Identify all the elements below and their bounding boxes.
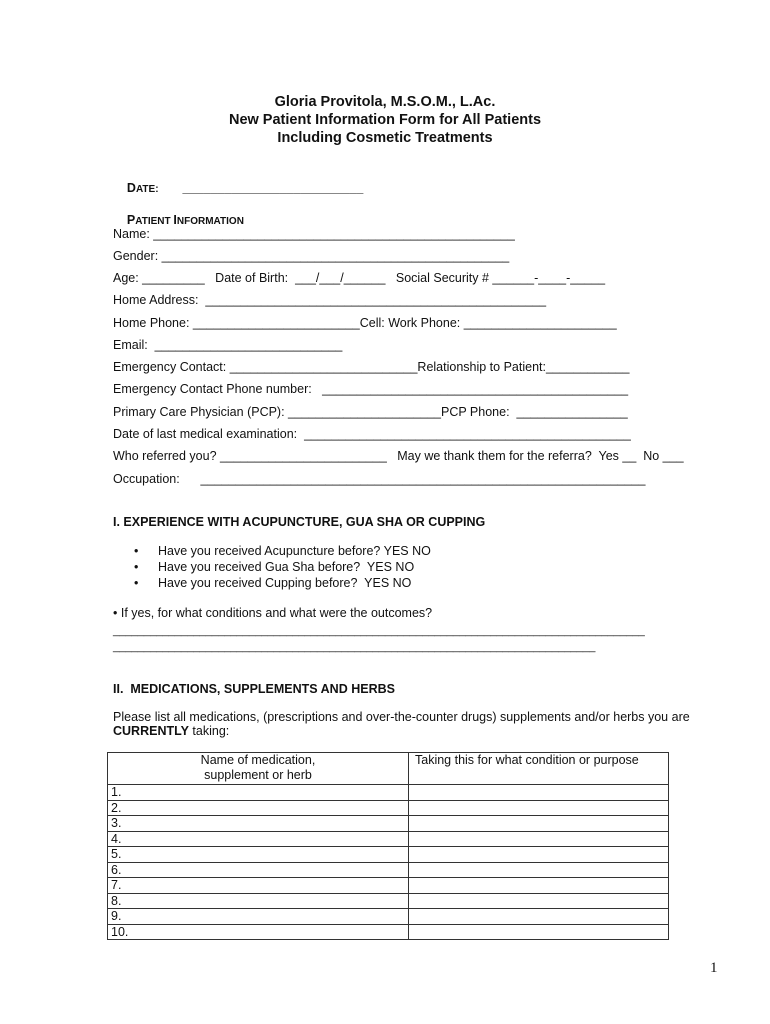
phone-field[interactable]: Home Phone: ________________________Cell: Work Phone: ______________________ <box>113 316 617 330</box>
referral-field[interactable]: Who referred you? ________________________ May we thank them for the referra? Yes __ No ___ <box>113 449 684 463</box>
purpose-cell[interactable] <box>409 831 669 847</box>
purpose-cell[interactable] <box>409 862 669 878</box>
list-item[interactable]: • Have you received Gua Sha before? YES NO <box>134 560 415 574</box>
email-field[interactable]: Email: ___________________________ <box>113 338 343 352</box>
table-row <box>108 831 669 847</box>
purpose-cell[interactable] <box>409 893 669 909</box>
table-row <box>108 785 669 801</box>
medication-cell[interactable]: 1. <box>108 785 409 801</box>
table-row <box>108 862 669 878</box>
table-row <box>108 847 669 863</box>
purpose-cell[interactable] <box>409 909 669 925</box>
table-row <box>108 893 669 909</box>
page-number: 1 <box>710 960 718 976</box>
pcp-field[interactable]: Primary Care Physician (PCP): ______________________PCP Phone: ________________ <box>113 405 628 419</box>
list-item[interactable]: • Have you received Acupuncture before? YES NO <box>134 544 431 558</box>
occupation-field[interactable]: Occupation: ________________________________________________________________ <box>113 472 646 486</box>
condition-purpose-header: Taking this for what condition or purpose <box>409 753 669 785</box>
outcomes-answer-line-1[interactable]: ______________________________________________________________________________________ <box>113 625 645 637</box>
date-blank[interactable]: __________________________ <box>182 181 364 195</box>
purpose-cell[interactable] <box>409 816 669 832</box>
medication-cell[interactable]: 5. <box>108 847 409 863</box>
medications-table <box>107 752 669 940</box>
date-label-initial: D <box>126 181 136 195</box>
bullet-icon: • <box>134 560 139 574</box>
medication-cell[interactable]: 3. <box>108 816 409 832</box>
emergency-phone-field[interactable]: Emergency Contact Phone number: ____________________________________________ <box>113 382 629 396</box>
list-item[interactable]: • Have you received Cupping before? YES NO <box>134 576 412 590</box>
table-row <box>108 800 669 816</box>
home-address-field[interactable]: Home Address: _________________________________________________ <box>113 293 547 307</box>
table-row <box>108 909 669 925</box>
medication-cell[interactable]: 9. <box>108 909 409 925</box>
medication-cell[interactable]: 4. <box>108 831 409 847</box>
emergency-contact-field[interactable]: Emergency Contact: ___________________________Relationship to Patient:____________ <box>113 360 630 374</box>
medication-cell[interactable]: 2. <box>108 800 409 816</box>
purpose-cell[interactable] <box>409 785 669 801</box>
purpose-cell[interactable] <box>409 878 669 894</box>
outcomes-answer-line-2[interactable]: ______________________________________________________________________________ <box>113 641 596 653</box>
name-field[interactable]: Name: ____________________________________________________ <box>113 227 515 241</box>
bullet-icon: • <box>134 544 139 558</box>
medication-cell[interactable]: 7. <box>108 878 409 894</box>
table-row <box>108 924 669 940</box>
experience-questions <box>113 543 431 591</box>
bullet-icon: • <box>134 576 139 590</box>
last-exam-field[interactable]: Date of last medical examination: _______________________________________________ <box>113 427 631 441</box>
section-1-heading: I. EXPERIENCE WITH ACUPUNCTURE, GUA SHA OR CUPPING <box>113 515 486 529</box>
age-dob-ssn-field[interactable]: Age: _________ Date of Birth: ___/___/______ Social Security # ______-____-_____ <box>113 271 606 285</box>
medications-instructions-cont: CURRENTLY taking: <box>113 724 230 738</box>
table-row <box>108 878 669 894</box>
form-title: New Patient Information Form for All Patients <box>228 112 542 128</box>
date-label-rest: ATE: <box>135 184 159 195</box>
purpose-cell[interactable] <box>409 800 669 816</box>
medication-cell[interactable]: 6. <box>108 862 409 878</box>
medications-instructions: Please list all medications, (prescriptions and over-the-counter drugs) supplements and/or herbs you are <box>113 710 690 724</box>
table-row <box>108 816 669 832</box>
medication-cell[interactable]: 10. <box>108 924 409 940</box>
practitioner-name: Gloria Provitola, M.S.O.M., L.Ac. <box>274 94 496 110</box>
section-2-heading: II. MEDICATIONS, SUPPLEMENTS AND HERBS <box>113 682 395 696</box>
purpose-cell[interactable] <box>409 924 669 940</box>
currently-emphasis: CURRENTLY <box>113 724 189 738</box>
purpose-cell[interactable] <box>409 847 669 863</box>
form-subtitle: Including Cosmetic Treatments <box>277 130 493 146</box>
medication-cell[interactable]: 8. <box>108 893 409 909</box>
gender-field[interactable]: Gender: __________________________________________________ <box>113 249 510 263</box>
patient-information-heading: PATIENT INFORMATION <box>126 213 244 227</box>
medication-name-header: Name of medication, supplement or herb <box>108 753 409 785</box>
outcomes-question: • If yes, for what conditions and what were the outcomes? <box>113 606 433 620</box>
